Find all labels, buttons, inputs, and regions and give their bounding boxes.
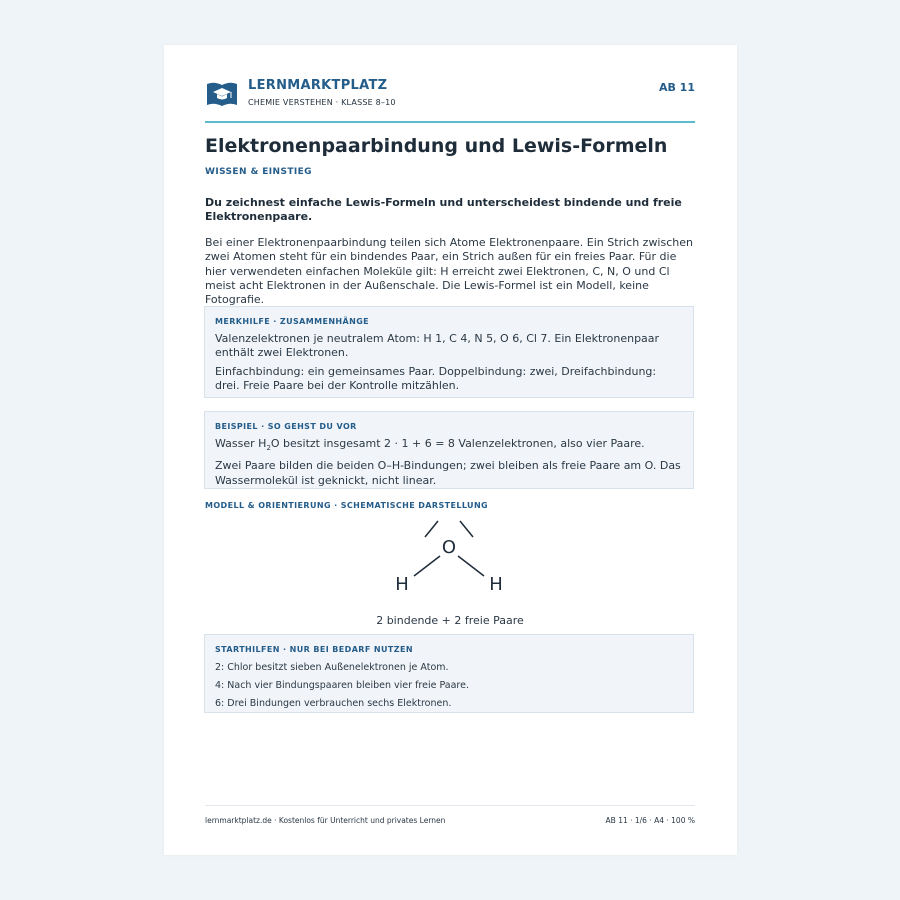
lone-pair-left: [425, 521, 438, 537]
model-caption: 2 bindende + 2 freie Paare: [376, 614, 524, 627]
beispiel-text-1a: Wasser H: [215, 437, 267, 450]
beispiel-label: BEISPIEL · SO GEHST DU VOR: [215, 422, 357, 431]
merkhilfe-text-2: Einfachbindung: ein gemeinsames Paar. Doppelbindung: zwei, Dreifachbindung: drei. Freie Paare bei der Kontrolle mitzählen.: [215, 364, 657, 392]
beispiel-text-1: [215, 437, 683, 455]
page-title: Elektronenpaarbindung und Lewis-Formeln: [205, 135, 668, 157]
beispiel-text-2: Zwei Paare bilden die beiden O–H-Bindungen; zwei bleiben als freie Paare am O. Das Wassermolekül ist geknickt, nicht linear.: [215, 459, 681, 487]
section-kicker: WISSEN & EINSTIEG: [205, 167, 312, 177]
footer-divider: [205, 805, 695, 806]
starthilfen-box: [204, 634, 694, 713]
footer-page-info: AB 11 · 1/6 · A4 · 100 %: [605, 816, 695, 825]
merkhilfe-text-1: Valenzelektronen je neutralem Atom: H 1, C 4, N 5, O 6, Cl 7. Ein Elektronenpaar enthält zwei Elektronen.: [215, 332, 660, 360]
model-section-label: MODELL & ORIENTIERUNG · SCHEMATISCHE DARSTELLUNG: [205, 501, 489, 510]
starthilfe-item: 6: Drei Bindungen verbrauchen sechs Elektronen.: [215, 698, 452, 709]
bond-left: [414, 556, 440, 576]
brand-name: LERNMARKTPLATZ: [248, 78, 388, 93]
atom-hydrogen-right: H: [489, 574, 503, 595]
intro-paragraph: Bei einer Elektronenpaarbindung teilen sich Atome Elektronenpaare. Ein Strich zwischen zwei Atomen steht für ein bindendes Paar, ein Strich außen für ein freies Paar. Für die hier verwendeten einfachen Moleküle gilt: H erreicht zwei Elektronen, C, N, O und Cl meist acht Elektronen in der Außenschale. Die Lewis-Formel ist ein Modell, keine Fotografie.: [205, 236, 693, 307]
beispiel-subscript: 2: [266, 444, 271, 453]
learning-goal: Du zeichnest einfache Lewis-Formeln und unterscheidest bindende und freie Elektronenpaare.: [205, 196, 682, 223]
lone-pair-right: [460, 521, 473, 537]
sheet-code: AB 11: [658, 81, 695, 94]
beispiel-box: [204, 411, 694, 489]
merkhilfe-box: [204, 306, 694, 398]
footer-source: lernmarktplatz.de · Kostenlos für Unterricht und privates Lernen: [205, 816, 446, 825]
merkhilfe-label: MERKHILFE · ZUSAMMENHÄNGE: [215, 317, 370, 326]
header-divider: [205, 121, 695, 123]
brand-subtitle: CHEMIE VERSTEHEN · KLASSE 8–10: [248, 98, 396, 107]
water-lewis-structure: [384, 517, 514, 597]
atom-oxygen: O: [441, 537, 457, 558]
worksheet-page: [164, 45, 737, 855]
starthilfen-label: STARTHILFEN · NUR BEI BEDARF NUTZEN: [215, 645, 413, 654]
starthilfe-item: 4: Nach vier Bindungspaaren bleiben vier freie Paare.: [215, 680, 469, 691]
atom-hydrogen-left: H: [395, 574, 409, 595]
bond-right: [458, 556, 484, 576]
beispiel-text-1b: O besitzt insgesamt 2 · 1 + 6 = 8 Valenzelektronen, also vier Paare.: [270, 437, 645, 450]
book-mortarboard-icon: [206, 80, 238, 108]
starthilfe-item: 2: Chlor besitzt sieben Außenelektronen je Atom.: [215, 662, 449, 673]
